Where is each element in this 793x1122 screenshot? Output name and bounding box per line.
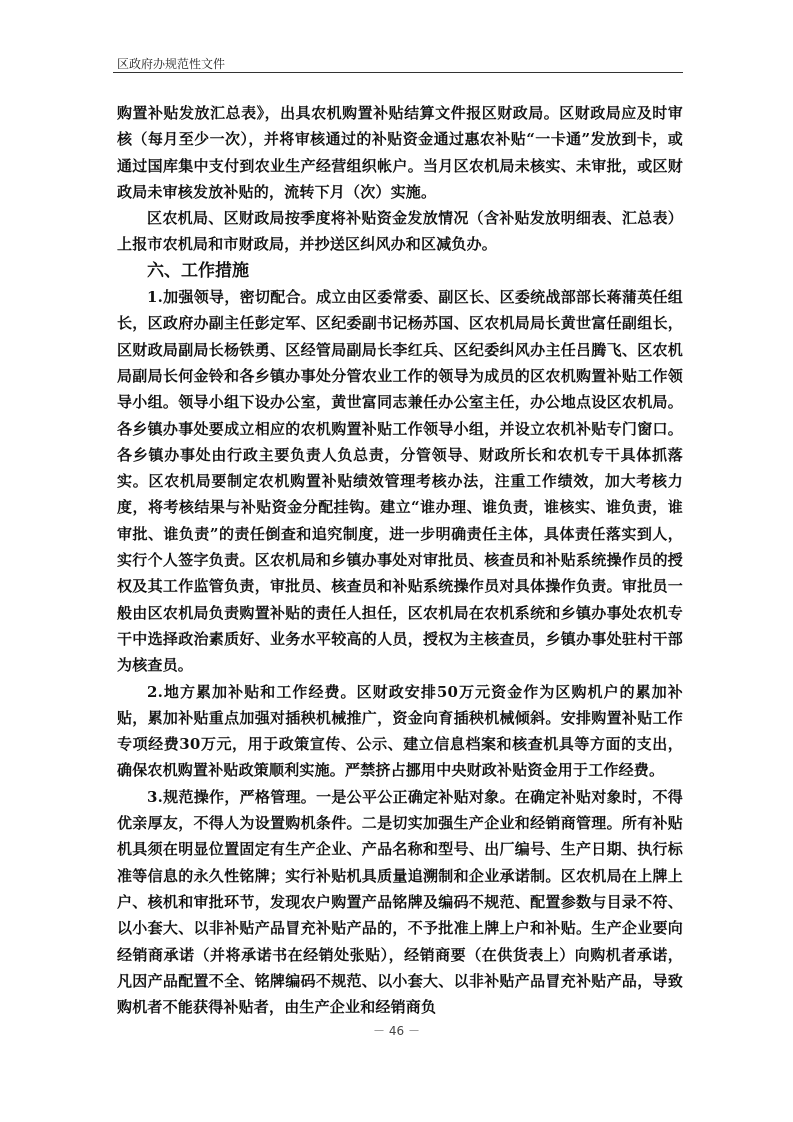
document-body: [117, 100, 683, 1020]
measure-item-1-text: 成立由区委常委、副区长、区委统战部部长蒋蒲英任组长，区政府办副主任彭定军、区纪委副书记杨苏国、区农机局局长黄世富任副组长，区财政局副局长杨铁勇、区经管局副局长李红兵、区纪委纠风办主任吕腾飞、区农机局副局长何金铃和各乡镇办事处分管农业工作的领导为成员的区农机购置补贴工作领导小组。领导小组下设办公室，黄世富同志兼任办公室主任，办公地点设区农机局。各乡镇办事处要成立相应的农机购置补贴工作领导小组，并设立农机补贴专门窗口。各乡镇办事处由行政主要负责人负总责，分管领导、财政所长和农机专干具体抓落实。区农机局要制定农机购置补贴绩效管理考核办法，注重工作绩效，加大考核力度，将考核结果与补贴资金分配挂钩。建立“谁办理、谁负责，谁核实、谁负责，谁审批、谁负责”的责任倒查和追究制度，进一步明确责任主体，具体责任落实到人，实行个人签字负责。区农机局和乡镇办事处对审批员、核查员和补贴系统操作员的授权及其工作监管负责，审批员、核查员和补贴系统操作员对具体操作负责。审批员一般由区农机局负责购置补贴的责任人担任，区农机局在农机系统和乡镇办事处农机专干中选择政治素质好、业务水平较高的人员，授权为主核查员，乡镇办事处驻村干部为核查员。: [117, 288, 683, 675]
measure-item-2-title: 2.地方累加补贴和工作经费。: [147, 682, 357, 701]
measure-item-3-title: 3.规范操作，严格管理。: [147, 787, 317, 806]
measure-item-2-text: 区财政安排50万元资金作为区购机户的累加补贴，累加补贴重点加强对插秧机械推广，资金向育插秧机械倾斜。安排购置补贴工作专项经费30万元，用于政策宣传、公示、建立信息档案和核查机具等方面的支出，确保农机购置补贴政策顺利实施。严禁挤占挪用中央财政补贴资金用于工作经费。: [117, 682, 684, 780]
section-heading: 六、工作措施: [147, 260, 249, 281]
measure-item-2: [117, 679, 683, 784]
paragraph-continued: 购置补贴发放汇总表》，出具农机购置补贴结算文件报区财政局。区财政局应及时审核（每月至少一次），并将审核通过的补贴资金通过惠农补贴“一卡通”发放到卡，或通过国库集中支付到农业生产经营组织帐户。当月区农机局未核实、未审批，或区财政局未审核发放补贴的，流转下月（次）实施。: [117, 104, 683, 201]
measure-item-3: [117, 784, 683, 1021]
page-number: － 46 －: [373, 1024, 420, 1038]
measure-item-1: [117, 284, 683, 678]
measure-item-3-text: 一是公平公正确定补贴对象。在确定补贴对象时，不得优亲厚友，不得人为设置购机条件。二是切实加强生产企业和经销商管理。所有补贴机具须在明显位置固定有生产企业、产品名称和型号、出厂编号、生产日期、执行标准等信息的永久性铭牌；实行补贴机具质量追溯制和企业承诺制。区农机局在上牌上户、核机和审批环节，发现农户购置产品铭牌及编码不规范、配置参数与目录不符、以小套大、以非补贴产品冒充补贴产品的，不予批准上牌上户和补贴。生产企业要向经销商承诺（并将承诺书在经销处张贴），经销商要（在供货表上）向购机者承诺，凡因产品配置不全、铭牌编码不规范、以小套大、以非补贴产品冒充补贴产品，导致购机者不能获得补贴者，由生产企业和经销商负: [117, 787, 683, 1017]
paragraph-reporting: 区农机局、区财政局按季度将补贴资金发放情况（含补贴发放明细表、汇总表）上报市农机局和市财政局，并抄送区纠风办和区减负办。: [117, 209, 683, 254]
running-header: 区政府办规范性文件: [117, 57, 226, 71]
header-rule: [113, 72, 683, 73]
measure-item-1-title: 1.加强领导，密切配合。: [147, 288, 317, 307]
